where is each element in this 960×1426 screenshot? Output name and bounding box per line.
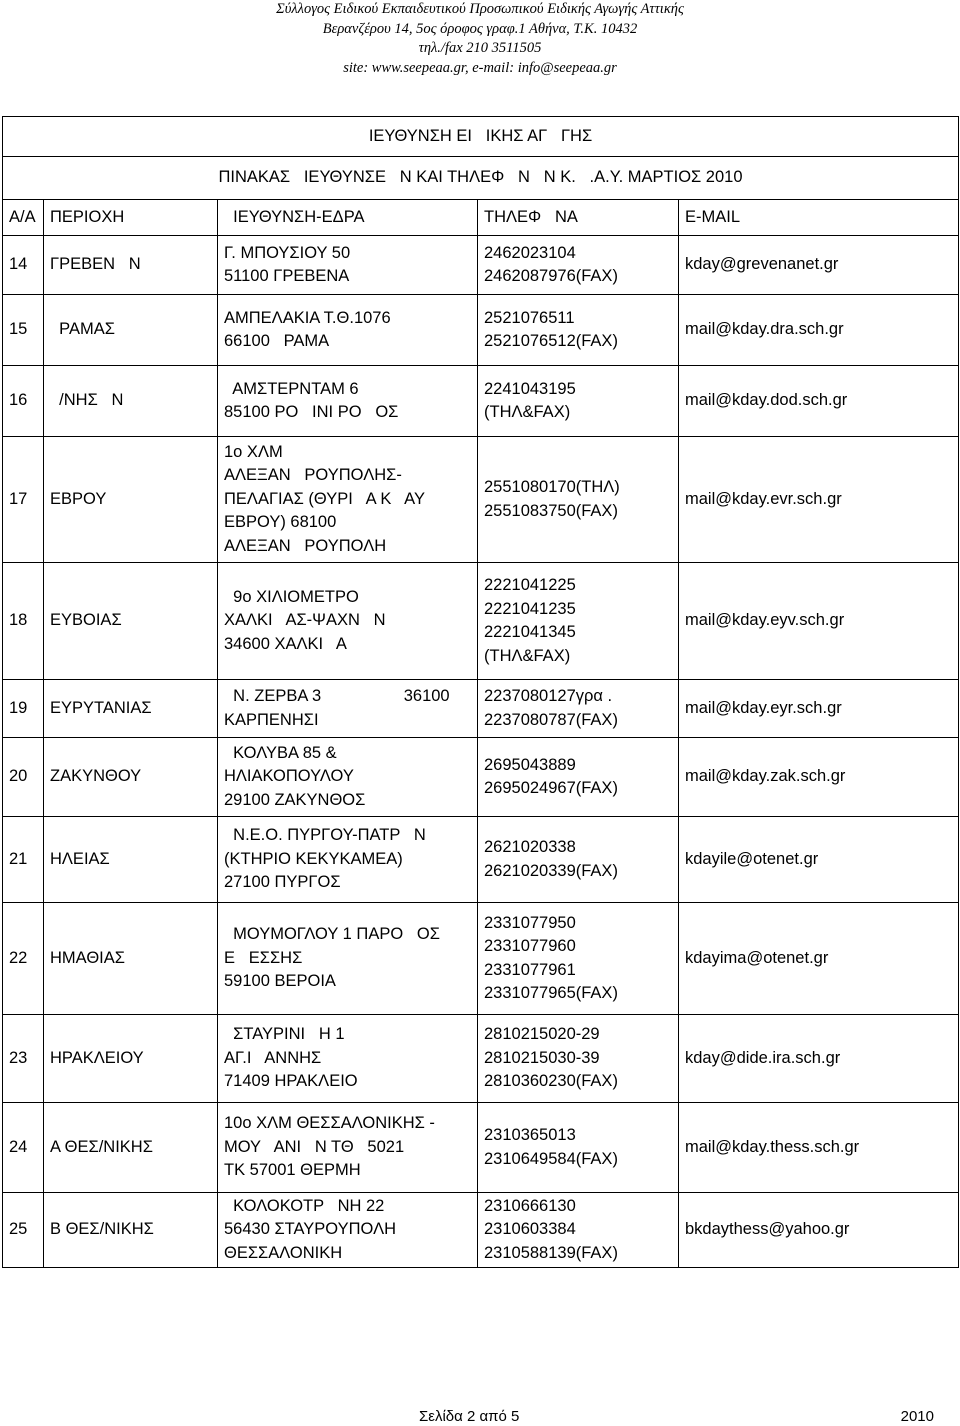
address-line: ΑΛΕΞΑΝ ΡΟΥΠΟΛΗΣ- [224, 466, 402, 485]
cell-aa: 16 [3, 366, 44, 437]
phone-line: 2310603384 [484, 1220, 576, 1239]
table-title-main: ΙΕΥΘΥΝΣΗ ΕΙ ΙΚΗΣ ΑΓ ΓΗΣ [3, 117, 959, 157]
cell-email [679, 903, 959, 1015]
cell-phones [478, 1193, 679, 1268]
table-row [3, 817, 959, 903]
address-line: ΧΑΛΚΙ ΑΣ-ΨΑΧΝ Ν [224, 611, 386, 630]
cell-phones [478, 1103, 679, 1193]
address-line: 1ο ΧΛΜ [224, 442, 283, 461]
letterhead-line-phone: τηλ./fax 210 3511505 [418, 40, 542, 56]
cell-phones [478, 903, 679, 1015]
cell-email [679, 738, 959, 817]
cell-region: ΗΡΑΚΛΕΙΟΥ [44, 1015, 218, 1103]
column-header-phones: ΤΗΛΕΦ ΝΑ [478, 200, 679, 236]
table-title-sub: ΠΙΝΑΚΑΣ ΙΕΥΘΥΝΣΕ Ν ΚΑΙ ΤΗΛΕΦ Ν Ν Κ. .Α.Υ. ΜΑΡΤΙΟΣ 2010 [3, 157, 959, 200]
address-line: 9ο ΧΙΛΙΟΜΕΤΡΟ [224, 587, 359, 606]
phone-line: 2551083750(FAX) [484, 501, 618, 520]
table-row [3, 1193, 959, 1268]
phone-line: 2221041345 [484, 623, 576, 641]
cell-phones [478, 1015, 679, 1103]
address-line: (ΚΤΗΡΙΟ ΚΕΚΥΚΑΜΕΑ) [224, 849, 403, 868]
letterhead [0, 0, 960, 78]
cell-email [679, 437, 959, 563]
column-header-address: ΙΕΥΘΥΝΣΗ-ΕΔΡΑ [218, 200, 478, 236]
address-line: ΣΤΑΥΡΙΝΙ Η 1 [224, 1025, 345, 1044]
table-row [3, 1103, 959, 1193]
cell-email [679, 1103, 959, 1193]
phone-line: 2810215020-29 [484, 1025, 600, 1044]
address-line: ΚΟΛΥΒΑ 85 & [224, 743, 337, 762]
phone-line: 2221041225 [484, 576, 576, 594]
phone-line: 2521076511 [484, 308, 575, 327]
address-line: ΑΜΣΤΕΡΝΤΑΜ 6 [224, 379, 359, 398]
phone-line: 2221041235 [484, 599, 576, 618]
email-link[interactable]: mail@kday.dod.sch.gr [685, 391, 848, 410]
email-link[interactable]: kdayile@otenet.gr [685, 849, 819, 868]
address-line: 51100 ΓΡΕΒΕΝΑ [224, 267, 350, 285]
cell-email [679, 1015, 959, 1103]
cell-region: ΗΛΕΙΑΣ [44, 817, 218, 903]
cell-email [679, 366, 959, 437]
phone-line: 2810215030-39 [484, 1048, 600, 1067]
table-row [3, 903, 959, 1015]
cell-aa: 19 [3, 680, 44, 738]
cell-phones [478, 366, 679, 437]
address-line: ΑΛΕΞΑΝ ΡΟΥΠΟΛΗ [224, 536, 387, 555]
cell-region: ΕΒΡΟΥ [44, 437, 218, 563]
email-link[interactable]: mail@kday.thess.sch.gr [685, 1137, 860, 1156]
address-line: ΑΜΠΕΛΑΚΙΑ Τ.Θ.1076 [224, 308, 391, 327]
cell-region: ΓΡΕΒΕΝ Ν [44, 236, 218, 295]
address-line: 85100 ΡΟ ΙΝΙ ΡΟ ΟΣ [224, 403, 399, 421]
table-title-row [3, 117, 959, 157]
cell-phones [478, 437, 679, 563]
cell-phones [478, 680, 679, 738]
cell-address [218, 903, 478, 1015]
cell-aa: 20 [3, 738, 44, 817]
address-line: ΗΛΙΑΚΟΠΟΥΛΟΥ [224, 767, 354, 786]
cell-aa: 18 [3, 563, 44, 680]
cell-email [679, 295, 959, 366]
cell-region: Α ΘΕΣ/ΝΙΚΗΣ [44, 1103, 218, 1193]
cell-email [679, 817, 959, 903]
cell-address [218, 738, 478, 817]
column-header-region: ΠΕΡΙΟΧΗ [44, 200, 218, 236]
address-line: ΤΚ 57001 ΘΕΡΜΗ [224, 1161, 361, 1180]
cell-address [218, 366, 478, 437]
email-link[interactable]: bkdaythess@yahoo.gr [685, 1220, 850, 1239]
cell-phones [478, 236, 679, 295]
cell-address [218, 1015, 478, 1103]
address-line: 29100 ΖΑΚΥΝΘΟΣ [224, 790, 366, 809]
cell-region: ΗΜΑΘΙΑΣ [44, 903, 218, 1015]
cell-address [218, 1193, 478, 1268]
address-line: 56430 ΣΤΑΥΡΟΥΠΟΛΗ [224, 1220, 397, 1239]
phone-line: 2331077965(FAX) [484, 984, 618, 1002]
email-link[interactable]: kdayima@otenet.gr [685, 948, 829, 967]
cell-region: Β ΘΕΣ/ΝΙΚΗΣ [44, 1193, 218, 1268]
phone-line: 2810360230(FAX) [484, 1072, 618, 1091]
cell-phones [478, 738, 679, 817]
phone-line: (ΤΗΛ&FAX) [484, 646, 571, 665]
cell-region: /ΝΗΣ Ν [44, 366, 218, 437]
phone-line: 2621020338 [484, 838, 576, 856]
letterhead-line-web: site: www.seepeaa.gr, e-mail: info@seepeaa.gr [343, 59, 617, 76]
letterhead-line-association: Σύλλογος Ειδικού Εκπαιδευτικού Προσωπικού Ειδικής Αγωγής Αττικής [276, 1, 684, 17]
table-row [3, 295, 959, 366]
email-link[interactable]: kday@dide.ira.sch.gr [685, 1048, 841, 1067]
cell-aa: 22 [3, 903, 44, 1015]
table-row [3, 236, 959, 295]
cell-region: ΡΑΜΑΣ [44, 295, 218, 366]
cell-region: ΖΑΚΥΝΘΟΥ [44, 738, 218, 817]
cell-aa: 24 [3, 1103, 44, 1193]
phone-line: 2695043889 [484, 755, 576, 774]
address-line: 59100 ΒΕΡΟΙΑ [224, 972, 336, 991]
phone-line: (ΤΗΛ&FAX) [484, 403, 571, 421]
cell-email [679, 680, 959, 738]
phone-line: 2310365013 [484, 1126, 576, 1144]
address-line: ΚΑΡΠΕΝΗΣΙ [224, 710, 319, 729]
address-line: ΜΟΥΜΟΓΛΟΥ 1 ΠΑΡΟ ΟΣ [224, 925, 440, 944]
table-subtitle-row [3, 157, 959, 200]
cell-phones [478, 563, 679, 680]
phone-line: 2310666130 [484, 1196, 576, 1215]
table-row [3, 680, 959, 738]
column-header-email: E-MAIL [679, 200, 959, 236]
email-link[interactable]: mail@kday.dra.sch.gr [685, 320, 844, 339]
email-link[interactable]: mail@kday.evr.sch.gr [685, 489, 842, 508]
phone-line: 2237080787(FAX) [484, 710, 618, 729]
address-line: 71409 ΗΡΑΚΛΕΙΟ [224, 1072, 358, 1091]
table-row [3, 366, 959, 437]
cell-region: ΕΥΒΟΙΑΣ [44, 563, 218, 680]
cell-aa: 25 [3, 1193, 44, 1268]
address-line: ΚΟΛΟΚΟΤΡ ΝΗ 22 [224, 1196, 385, 1215]
cell-region: ΕΥΡΥΤΑΝΙΑΣ [44, 680, 218, 738]
table-header-row [3, 200, 959, 236]
address-line: Ε ΕΣΣΗΣ [224, 948, 303, 967]
cell-address [218, 817, 478, 903]
cell-aa: 17 [3, 437, 44, 563]
address-line: ΑΓ.Ι ΑΝΝΗΣ [224, 1048, 322, 1067]
address-line: 10ο ΧΛΜ ΘΕΣΣΑΛΟΝΙΚΗΣ - [224, 1114, 435, 1133]
cell-aa: 23 [3, 1015, 44, 1103]
table-row [3, 1015, 959, 1103]
phone-line: 2621020339(FAX) [484, 861, 618, 880]
cell-address [218, 437, 478, 563]
cell-aa: 15 [3, 295, 44, 366]
address-line: 66100 ΡΑΜΑ [224, 332, 330, 350]
column-header-aa: Α/Α [3, 200, 44, 236]
phone-line: 2310649584(FAX) [484, 1149, 618, 1168]
address-line: ΕΒΡΟΥ) 68100 [224, 513, 337, 532]
cell-address [218, 563, 478, 680]
footer-year: 2010 [900, 1408, 934, 1425]
page-number: Σελίδα 2 από 5 [419, 1408, 520, 1425]
phone-line: 2331077950 [484, 913, 576, 932]
email-link[interactable]: mail@kday.zak.sch.gr [685, 767, 846, 786]
phone-line: 2695024967(FAX) [484, 779, 618, 797]
cell-email [679, 1193, 959, 1268]
address-line: ΘΕΣΣΑΛΟΝΙΚΗ [224, 1243, 343, 1262]
address-line: ΜΟΥ ΑΝΙ Ν ΤΘ 5021 [224, 1137, 405, 1156]
phone-line: 2462023104 [484, 243, 576, 262]
cell-phones [478, 295, 679, 366]
cell-email [679, 563, 959, 680]
cell-address [218, 680, 478, 738]
cell-address [218, 236, 478, 295]
cell-phones [478, 817, 679, 903]
address-line: Ν. ΖΕΡΒΑ 3 36100 [224, 687, 450, 705]
table-row [3, 437, 959, 563]
cell-aa: 14 [3, 236, 44, 295]
address-line: Γ. ΜΠΟΥΣΙΟΥ 50 [224, 243, 351, 262]
phone-line: 2331077960 [484, 937, 576, 955]
email-link[interactable]: mail@kday.eyr.sch.gr [685, 698, 842, 717]
cell-address [218, 1103, 478, 1193]
page-footer [0, 1408, 960, 1426]
phone-line: 2462087976(FAX) [484, 267, 618, 285]
address-line: ΠΕΛΑΓΙΑΣ (ΘΥΡΙ Α Κ ΑΥ [224, 489, 425, 508]
phone-line: 2310588139(FAX) [484, 1243, 618, 1262]
phone-line: 2551080170(ΤΗΛ) [484, 478, 620, 496]
address-line: Ν.Ε.Ο. ΠΥΡΓΟΥ-ΠΑΤΡ Ν [224, 826, 426, 845]
email-link[interactable]: mail@kday.eyv.sch.gr [685, 611, 845, 630]
address-line: 34600 ΧΑΛΚΙ Α [224, 634, 347, 653]
phone-line: 2521076512(FAX) [484, 332, 618, 350]
phone-line: 2331077961 [484, 960, 576, 979]
address-line: 27100 ΠΥΡΓΟΣ [224, 873, 341, 892]
table-row [3, 563, 959, 680]
phone-line: 2241043195 [484, 379, 576, 398]
email-link[interactable]: kday@grevenanet.gr [685, 255, 839, 274]
phone-line: 2237080127γρα . [484, 687, 613, 705]
cell-aa: 21 [3, 817, 44, 903]
letterhead-line-address: Βερανζέρου 14, 5ος όροφος γραφ.1 Αθήνα, Τ.Κ. 10432 [322, 20, 638, 37]
cell-address [218, 295, 478, 366]
cell-email [679, 236, 959, 295]
table-row [3, 738, 959, 817]
directory-table [2, 116, 959, 1268]
